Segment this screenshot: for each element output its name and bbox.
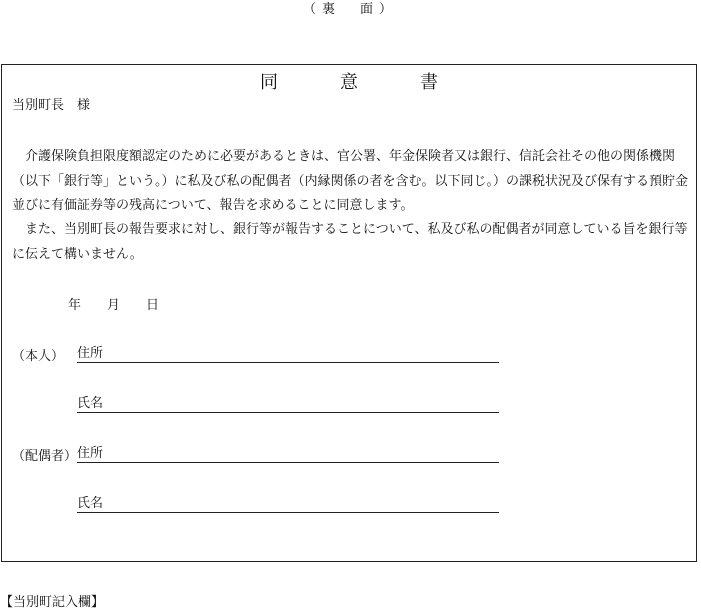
spouse-address-field[interactable] [77,444,499,463]
self-address-field[interactable] [77,344,499,363]
spouse-address-label: 住所 [77,446,104,461]
spouse-label: （配偶者） [12,449,78,464]
page-side-note: （裏 面） [302,2,398,17]
self-label: （本人） [12,349,65,364]
consent-paragraph-2-text: また、当別町長の報告要求に対し、銀行等が報告することについて、私及び私の配偶者が同意している旨を銀行等に伝えて構いません。 [12,222,688,262]
office-use-label: 【当別町記入欄】 [0,595,105,610]
document-title: 同 意 書 [260,72,460,93]
consent-form-box [1,64,697,562]
spouse-name-label: 氏名 [77,496,104,511]
consent-paragraph-2 [12,218,694,267]
addressee: 当別町長 様 [12,98,91,113]
self-address-label: 住所 [77,346,104,361]
consent-paragraph-1-text: 介護保険負担限度額認定のために必要があるときは、官公署、年金保険者又は銀行、信託会社その他の関係機関（以下「銀行等」という。）に私及び私の配偶者（内縁関係の者を含む。以下同じ。）の課税状況及び保有する預貯金並びに有価証券等の残高について、報告を求めることに同意します。 [12,149,689,213]
date-line: 年 月 日 [68,298,160,313]
consent-paragraph-1 [12,145,694,219]
spouse-name-field[interactable] [77,494,499,513]
self-name-field[interactable] [77,394,499,413]
self-name-label: 氏名 [77,396,104,411]
